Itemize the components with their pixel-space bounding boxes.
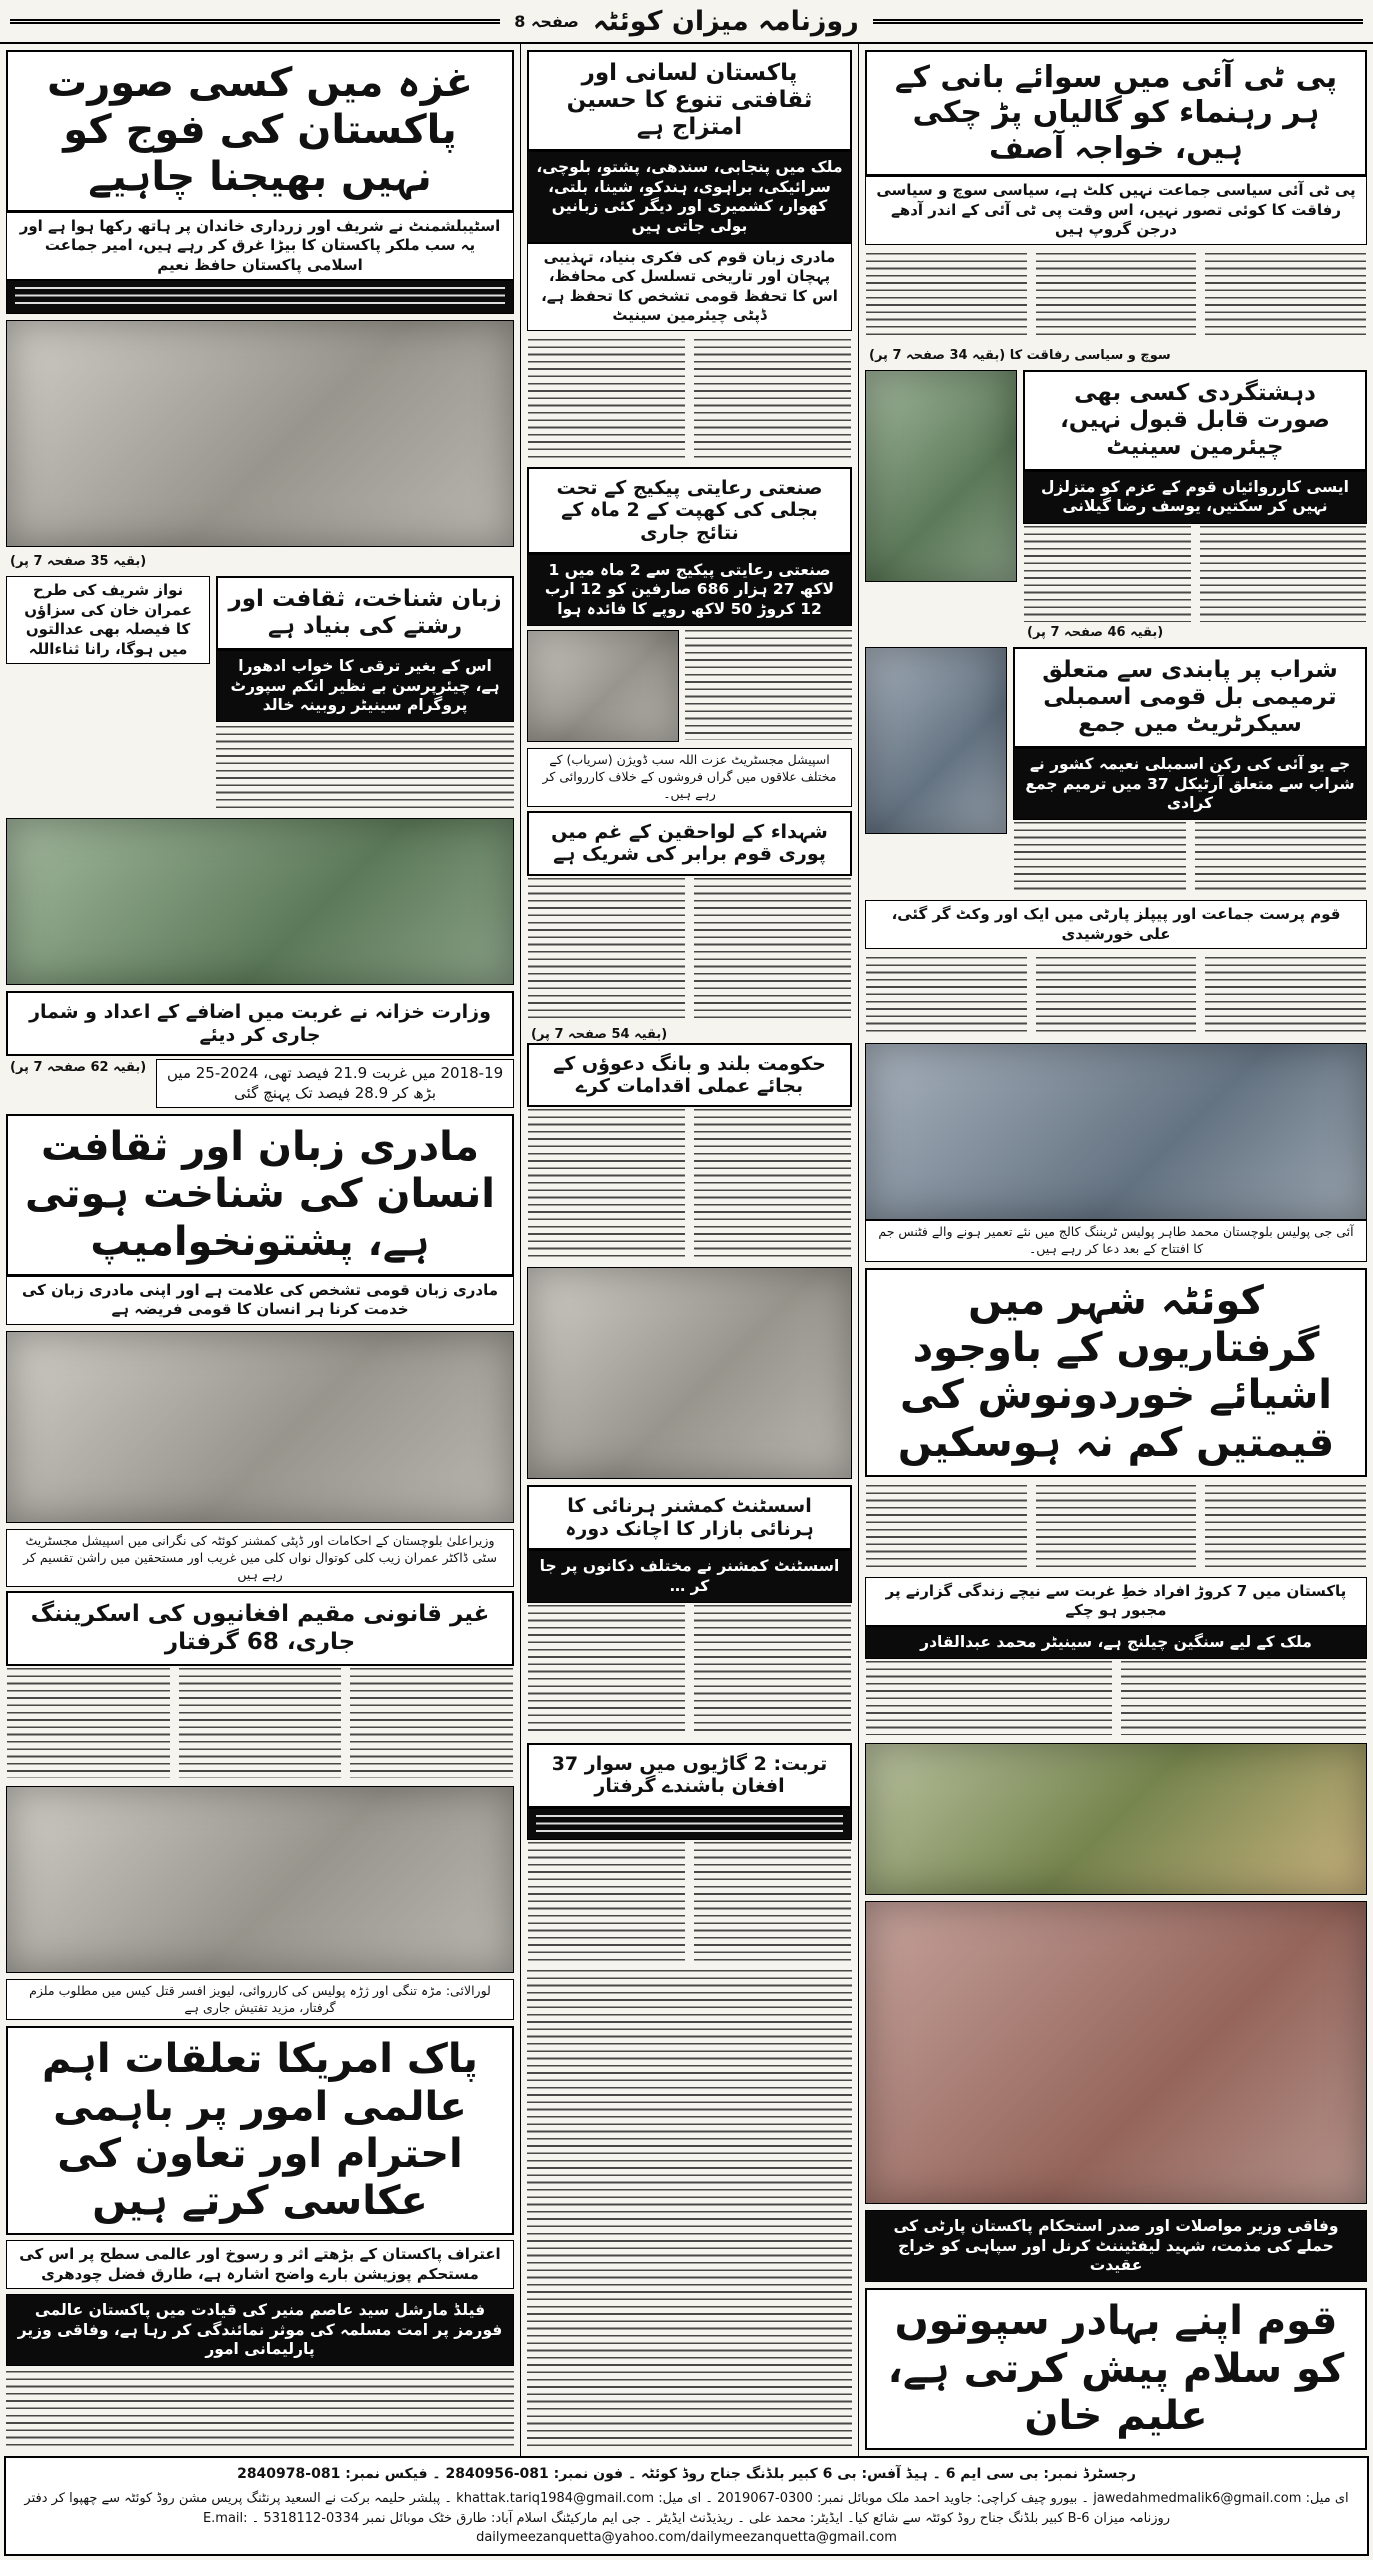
photo-caption: آئی جی پولیس بلوچستان محمد طاہر پولیس ٹریننگ کالج میں نئے تعمیر ہونے والے فٹنس جم کا افتتاح کے بعد دعا کر رہے ہیں۔ [865, 1220, 1367, 1262]
imprint-line-contacts: رجسٹرڈ نمبر: بی سی ایم 6 ۔ ہیڈ آفس: بی 6 کبیر بلڈنگ جناح روڈ کوئٹہ ۔ فون نمبر: 081-2840956 ۔ فیکس نمبر: 081-2840978 [237, 2466, 1136, 2483]
headline: زبان شناخت، ثقافت اور رشتے کی بنیاد ہے [216, 576, 514, 650]
body-text-block [527, 1107, 852, 1261]
body-text-block [527, 1603, 852, 1737]
headline-khurshidi: قوم پرست جماعت اور پیپلز پارٹی میں ایک اور وکٹ گر گئی، علی خورشیدی [865, 900, 1367, 949]
article-quetta-prices [865, 1043, 1367, 1477]
body-text-column [694, 878, 851, 1018]
body-text-block [1013, 820, 1367, 894]
article-martyrs [527, 748, 852, 1019]
kicker-bar: وفاقی وزیر مواصلات اور صدر استحکام پاکستان پارٹی کی حملے کی مذمت، شہید لیفٹیننٹ کرنل اور سپاہی کو خراج عقیدت [865, 2210, 1367, 2282]
banner-headline: پاک امریکا تعلقات اہم عالمی امور پر باہمی احترام اور تعاون کی عکاسی کرتے ہیں [6, 2026, 514, 2235]
body-text-column [1195, 822, 1367, 892]
photo-caption-loralai: لورالائی: مڑہ تنگی اور ژڑہ پولیس کی کارروائی، لیویز افسر قتل کیس میں مطلوب ملزم گرفتار، مزید تفتیش جاری ہے [6, 1979, 514, 2021]
article-pak-us-relations [6, 2026, 514, 2450]
column-right [858, 44, 1373, 2456]
body-text-column [866, 253, 1027, 339]
body-text-column [1036, 957, 1197, 1035]
headline: شراب پر پابندی سے متعلق ترمیمی بل قومی اسمبلی سیکرٹریٹ میں جمع [1013, 647, 1367, 748]
body-text-block [865, 251, 1367, 341]
body-text-column [528, 1109, 685, 1259]
photo-caption: اسپیشل مجسٹریٹ عزت اللہ سب ڈویژن (سریاب) کے مختلف علاقوں میں گراں فروشوں کے خلاف کارروائی کر رہے ہیں۔ [527, 748, 852, 807]
article-poverty-qadir [865, 1577, 1367, 1737]
article-government-claims [527, 1026, 852, 1262]
body-text-column [7, 1668, 170, 1778]
headline: پی ٹی آئی میں سوائے بانی کے ہر رہنماء کو گالیاں پڑ چکی ہیں، خواجہ آصف [865, 50, 1367, 176]
photo-ahsan-iqbal-press-conference [865, 370, 1017, 582]
body-text-block [527, 1970, 852, 2450]
continuation-note: سوچ و سیاسی رفاقت کا (بقیہ 34 صفحہ 7 پر) [869, 347, 1171, 363]
body-text-column [1014, 822, 1186, 892]
body-text-column [1200, 526, 1367, 622]
article-industrial-package [527, 467, 852, 742]
photo-market-visit-officials [527, 1267, 852, 1479]
body-text-column [1036, 253, 1197, 339]
kicker-bar: فیلڈ مارشل سید عاصم منیر کی قیادت میں پاکستان عالمی فورمز پر امت مسلمہ کی موثر نمائندگی کر رہا ہے، وفاقی وزیر پارلیمانی امور [6, 2294, 514, 2366]
body-text-block [865, 1483, 1367, 1571]
kicker-bar: جے یو آئی کی رکن اسمبلی نعیمہ کشور نے شراب سے متعلق آرٹیکل 37 میں ترمیم جمع کرادی [1013, 748, 1367, 820]
body-text-column [866, 1661, 1112, 1735]
kicker-bar: ایسی کارروائیاں قوم کے عزم کو متزلزل نہیں کر سکتیں، یوسف رضا گیلانی [1023, 471, 1367, 524]
continuation-note: (بقیہ 54 صفحہ 7 پر) [531, 1026, 668, 1042]
imprint-line-publisher: ای میل: jawedahmedmalik6@gmail.com ۔ بیورو چیف کراچی: جاوید احمد ملک موبائل نمبر: 0300-2019067 ۔ ای میل: khattak.tariq1984@gmail.com ۔ پبلشر حلیمہ برکت نے السعید پرنٹنگ پریس مشن روڈ کوئٹہ سے چھپوا کر دفتر روزنامہ میزان B-6 کبیر بلڈنگ جناح روڈ کوئٹہ سے شائع کیا۔ ایڈیٹر: محمد علی ۔ ریذیڈنٹ ایڈیٹر ۔ جی ایم مارکیٹنگ اسلام آباد: طارق خٹک موبائل نمبر 0334-5318112 ۔ E.mail: dailymeezanquetta@yahoo.com/dailymeezanquetta@gmail.com [24, 2491, 1349, 2546]
headline: تربت: 2 گاڑیوں میں سوار 37 افغان باشندے گرفتار [527, 1743, 852, 1808]
subheadline: پاکستان میں 7 کروڑ افراد خطِ غربت سے نیچے زندگی گزارنے پر مجبور ہو چکے [865, 1577, 1367, 1626]
subheadline: اسٹیبلشمنٹ نے شریف اور زرداری خاندان پر ہاتھ رکھا ہوا ہے اور یہ سب ملکر پاکستان کا بیڑا غرق کر رہے ہیں، امیر جماعت اسلامی پاکستان حافظ نعیم [6, 212, 514, 281]
banner-headline: قوم اپنے بہادر سپوتوں کو سلام پیش کرتی ہے، علیم خان [865, 2288, 1367, 2450]
headline: دہشتگردی کسی بھی صورت قابل قبول نہیں، چیئرمین سینیٹ [1023, 370, 1367, 471]
kicker-bar: اس کے بغیر ترقی کا خواب ادھورا ہے، چیئرپرسن بے نظیر انکم سپورٹ پروگرام سینیٹر روبینہ خالد [216, 650, 514, 722]
page-number: صفحہ 8 [514, 11, 579, 31]
body-text-column [694, 339, 851, 459]
article-harnai-visit [527, 1485, 852, 1737]
article-afghan-screening [6, 1529, 514, 1780]
body-text-column [685, 630, 852, 740]
article-turbat-arrests [527, 1743, 852, 1964]
article-lead-center [527, 50, 852, 331]
body-text-block [6, 1666, 514, 1780]
headline: حکومت بلند و بانگ دعوؤں کے بجائے عملی اقدامات کرے [527, 1043, 852, 1108]
simulated-text [536, 1815, 843, 1833]
body-text-block [1023, 524, 1367, 624]
body-text-block [527, 876, 852, 1020]
masthead-rule-left [10, 19, 500, 24]
subheadline: اعتراف پاکستان کے بڑھتے اثر و رسوخ اور عالمی سطح پر اس کی مستحکم پوزیشن بارے واضح اشارہ ہے، طارق فضل چودھری [6, 2240, 514, 2289]
kicker-bar: ملک میں پنجابی، سندھی، پشتو، بلوچی، سرائیکی، براہوی، ہندکو، شینا، بلتی، کھوار، کشمیری اور دیگر کئی زبانیں بولی جاتی ہیں [527, 151, 852, 243]
article-mother-tongue [6, 1114, 514, 1325]
banner-headline: کوئٹہ شہر میں گرفتاریوں کے باوجود اشیائے خوردونوش کی قیمتیں کم نہ ہوسکیں [865, 1268, 1367, 1477]
continuation-note: (بقیہ 35 صفحہ 7 پر) [10, 554, 147, 570]
newspaper-title: روزنامہ میزان کوئٹہ [592, 5, 859, 37]
article-lead-right [865, 50, 1367, 245]
photo-caption: وزیراعلیٰ بلوچستان کے احکامات اور ڈپٹی کمشنر کوئٹہ کی نگرانی میں اسپیشل مجسٹریٹ سٹی ڈاکٹر عمران زیب کلی کوتوال نواں کلی میں غریب اور مستحقین میں راشن تقسیم کر رہے ہیں [6, 1529, 514, 1588]
subheadline: پی ٹی آئی سیاسی جماعت نہیں کلٹ ہے، سیاسی سوچ و سیاسی رفاقت کا کوئی تصور نہیں، اس وقت پی ٹی آئی کے اندر آدھے درجن گروپ ہیں [865, 176, 1367, 245]
headline: صنعتی رعایتی پیکیج کے تحت بجلی کی کھپت کے 2 ماہ کے نتائج جاری [527, 467, 852, 554]
article-treasury-poverty [6, 991, 514, 1108]
article-language-identity [216, 576, 514, 812]
poverty-statistics: 2018-19 میں غربت 21.9 فیصد تھی، 2024-25 میں بڑھ کر 28.9 فیصد تک پہنچ گئی [156, 1059, 514, 1108]
photo-fruit-market-inspection [865, 1743, 1367, 1895]
body-text-block [865, 955, 1367, 1037]
body-text-column [528, 1605, 685, 1735]
headline: اسسٹنٹ کمشنر ہرنائی کا ہرنائی بازار کا اچانک دورہ [527, 1485, 852, 1550]
body-text-block [865, 1659, 1367, 1737]
photo-assembly-member-desk [865, 647, 1007, 834]
body-text-column [1024, 526, 1191, 622]
photo-army-inauguration-ceremony [865, 1043, 1367, 1220]
simulated-text [15, 287, 505, 307]
kicker-bar-unread [527, 1808, 852, 1840]
article-terrorism [865, 370, 1367, 641]
body-text-column [1036, 1485, 1197, 1569]
body-text-column [528, 1842, 685, 1962]
body-text-block [6, 2371, 514, 2450]
column-left [0, 44, 520, 2456]
masthead-rule-right [873, 19, 1363, 24]
continuation-note: (بقیہ 46 صفحہ 7 پر) [1027, 624, 1164, 640]
body-text-column [1205, 253, 1366, 339]
body-text-block [527, 1840, 852, 1964]
body-text-block [527, 337, 852, 461]
body-text-column [694, 1605, 851, 1735]
masthead [0, 0, 1373, 42]
subheadline: مادری زبان قومی تشخص کی علامت ہے اور اپنی مادری زبان کی خدمت کرنا ہر انسان کا قومی فریضہ ہے [6, 1276, 514, 1325]
headline: غیر قانونی مقیم افغانیوں کی اسکریننگ جاری، 68 گرفتار [6, 1591, 514, 1665]
body-text-column [528, 878, 685, 1018]
kicker-bar-unread [6, 280, 514, 314]
article-lead-left [6, 50, 514, 314]
body-text-column [179, 1668, 342, 1778]
body-text-column [1205, 1485, 1366, 1569]
imprint-footer [4, 2456, 1369, 2556]
headline: غزہ میں کسی صورت پاکستان کی فوج کو نہیں بھیجنا چاہیے [6, 50, 514, 212]
article-liquor-bill [865, 647, 1367, 895]
continuation-note: (بقیہ 62 صفحہ 7 پر) [10, 1060, 147, 1076]
column-center [520, 44, 858, 2456]
photo-arrested-suspects [6, 1786, 514, 1973]
body-text-column [694, 1842, 851, 1962]
row-language-imran [6, 576, 514, 812]
photo-tv-screens-briefing [527, 630, 679, 742]
kicker-bar: اسسٹنٹ کمشنر نے مختلف دکانوں پر جا کر … [527, 1550, 852, 1603]
headline: وزارت خزانہ نے غربت میں اضافے کے اعداد و شمار جاری کر دیئے [6, 991, 514, 1056]
photo-protest-crowd [6, 1331, 514, 1523]
body-text-column [1205, 957, 1366, 1035]
article-aleem-khan [865, 1901, 1367, 2450]
body-text-column [866, 957, 1027, 1035]
kicker-bar: صنعتی رعایتی پیکیج سے 2 ماہ میں 1 لاکھ 27 ہزار 686 صارفین کو 12 ارب 12 کروڑ 50 لاکھ روپے کا فائدہ ہوا [527, 554, 852, 626]
kicker-bar: ملک کے لیے سنگین چیلنج ہے، سینیٹر محمد عبدالقادر [865, 1626, 1367, 1659]
banner-headline: مادری زبان اور ثقافت انسان کی شناخت ہوتی ہے، پشتونخوامیپ [6, 1114, 514, 1276]
body-text-column [528, 339, 685, 459]
photo-jamaat-islami-press-conference [6, 818, 514, 985]
body-text-column [694, 1109, 851, 1259]
headline: شہداء کے لواحقین کے غم میں پوری قوم برابر کی شریک ہے [527, 811, 852, 876]
headline: پاکستان لسانی اور ثقافتی تنوع کا حسین امتزاج ہے [527, 50, 852, 151]
body-text-column [216, 726, 514, 812]
body-text-column [1121, 1661, 1367, 1735]
page-content [0, 42, 1373, 2456]
body-text-column [350, 1668, 513, 1778]
headline-imran-sentences: نواز شریف کی طرح عمران خان کی سزاؤں کا فیصلہ بھی عدالتوں میں ہوگا، رانا ثناءاللہ [6, 576, 210, 664]
body-text-column [866, 1485, 1027, 1569]
subheadline: مادری زبان قوم کی فکری بنیاد، تہذیبی پہچان اور تاریخی تسلسل کی محافظ، اس کا تحفظ قومی تشخص کا تحفظ ہے، ڈپٹی چیئرمین سینیٹ [527, 243, 852, 331]
photo-condolence-gathering [865, 1901, 1367, 2204]
photo-political-gathering-outdoors [6, 320, 514, 547]
